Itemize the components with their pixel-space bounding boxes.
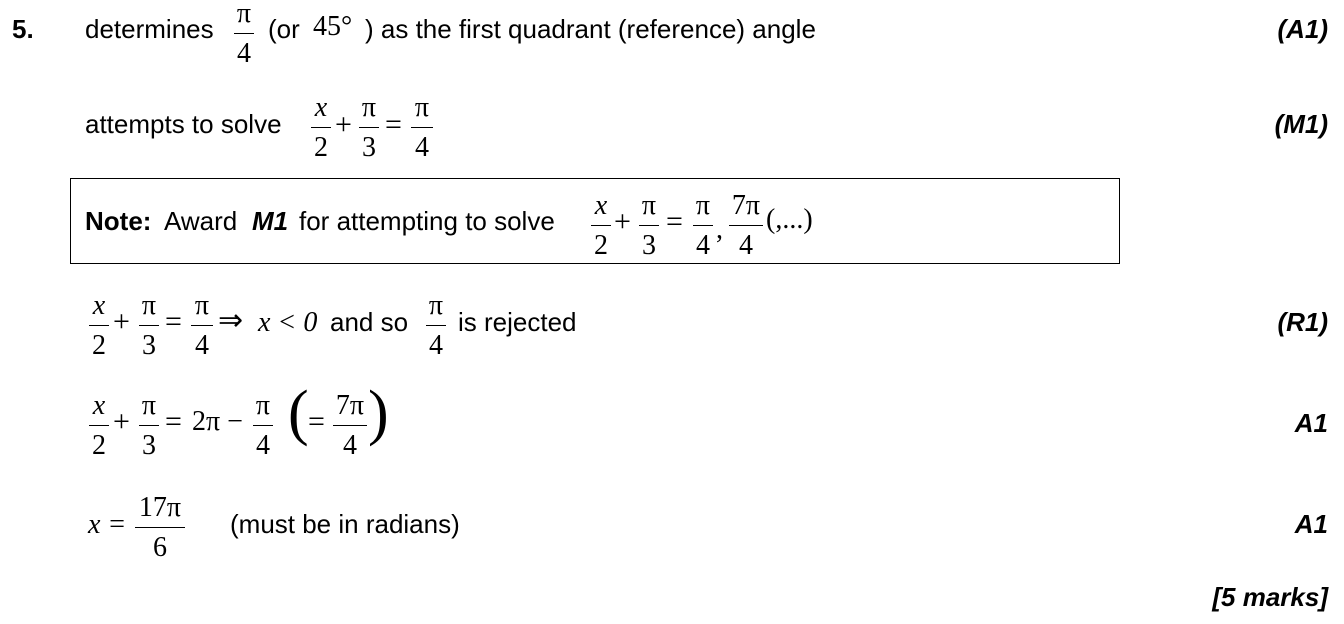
frac-bar (135, 527, 185, 528)
line1-text-or: (or (268, 14, 300, 44)
frac-bar (729, 225, 763, 226)
line5-x-equals: x = (88, 509, 127, 540)
line3-frac-pi-over-4 (190, 292, 214, 360)
frac-num: x (594, 190, 608, 221)
equals-sign: = (666, 205, 683, 238)
note-frac-pi-over-4 (692, 192, 714, 260)
line1-fraction-pi-over-4 (233, 0, 255, 68)
note-text-award: Award (164, 206, 238, 236)
note-tail: (,...) (766, 204, 813, 235)
frac-bar (139, 425, 159, 426)
equals-sign: = (385, 108, 402, 141)
frac-num: x (92, 390, 106, 421)
line3-text-rejected: is rejected (458, 307, 577, 337)
line4-paren-open: ( (288, 379, 309, 447)
line1-text-rest: ) as the first quadrant (reference) angle (365, 14, 816, 44)
plus-sign: + (113, 305, 130, 338)
line5-text-radians: (must be in radians) (230, 509, 460, 539)
line4-frac-7pi-over-4 (332, 392, 368, 460)
line3-inequality: x < 0 (258, 307, 318, 338)
frac-bar (234, 33, 254, 34)
plus-sign: + (614, 205, 631, 238)
note-label: Note: (85, 206, 152, 236)
line2-frac-x-over-2 (310, 94, 332, 162)
frac-num: π (361, 92, 377, 123)
frac-num: π (255, 390, 271, 421)
line1-angle-45: 45° (313, 11, 353, 42)
note-frac-pi-over-3 (638, 192, 660, 260)
line4-frac-pi-over-4 (252, 392, 274, 460)
frac-den: 4 (237, 38, 251, 69)
line4-frac-pi-over-3 (138, 392, 160, 460)
line4-paren-close: ) (368, 379, 389, 447)
mark-a1-line1: (A1) (1277, 14, 1328, 44)
frac-num: π (414, 92, 430, 123)
line3-frac-pi-over-3 (138, 292, 160, 360)
frac-num: 17π (138, 492, 182, 523)
frac-den: 2 (314, 132, 328, 163)
frac-den: 4 (696, 230, 710, 261)
mark-r1-line3: (R1) (1277, 307, 1328, 337)
frac-bar (693, 225, 713, 226)
plus-sign: + (335, 108, 352, 141)
line3-frac-x-over-2 (88, 292, 110, 360)
implies-arrow: ⇒ (218, 304, 244, 337)
frac-bar (89, 325, 109, 326)
note-frac-7pi-over-4 (728, 192, 764, 260)
equals-sign: = (165, 305, 182, 338)
frac-bar (359, 127, 379, 128)
frac-bar (591, 225, 611, 226)
frac-den: 3 (142, 430, 156, 461)
frac-den: 4 (195, 330, 209, 361)
frac-den: 4 (415, 132, 429, 163)
frac-num: π (236, 0, 252, 29)
frac-bar (89, 425, 109, 426)
note-comma: , (716, 214, 723, 245)
total-marks: [5 marks] (1212, 582, 1328, 612)
frac-den: 2 (594, 230, 608, 261)
frac-den: 4 (256, 430, 270, 461)
frac-den: 6 (153, 532, 167, 563)
frac-num: π (194, 290, 210, 321)
frac-bar (253, 425, 273, 426)
mark-m1-line2: (M1) (1274, 109, 1328, 139)
mark-a1-line5: A1 (1294, 509, 1328, 539)
question-number: 5. (12, 14, 34, 44)
frac-den: 2 (92, 330, 106, 361)
note-frac-x-over-2 (590, 192, 612, 260)
frac-num: π (428, 290, 444, 321)
line1-text-determines: determines (85, 14, 214, 44)
frac-den: 3 (642, 230, 656, 261)
note-text-for-attempting: for attempting to solve (299, 206, 555, 236)
line4-frac-x-over-2 (88, 392, 110, 460)
line2-frac-pi-over-3 (358, 94, 380, 162)
line4-two-pi-minus: 2π − (192, 406, 243, 437)
equals-sign: = (308, 405, 325, 438)
frac-bar (333, 425, 367, 426)
plus-sign: + (113, 405, 130, 438)
frac-num: 7π (335, 390, 365, 421)
frac-num: 7π (731, 190, 761, 221)
line3-text-and-so: and so (330, 307, 409, 337)
line5-frac-17pi-over-6 (134, 494, 186, 562)
line3-frac-pi-over-4-rejected (425, 292, 447, 360)
frac-bar (311, 127, 331, 128)
frac-num: π (695, 190, 711, 221)
frac-den: 3 (362, 132, 376, 163)
frac-den: 4 (343, 430, 357, 461)
frac-bar (411, 127, 433, 128)
frac-num: x (314, 92, 328, 123)
frac-den: 4 (739, 230, 753, 261)
frac-num: π (141, 290, 157, 321)
frac-num: π (641, 190, 657, 221)
frac-num: π (141, 390, 157, 421)
line2-text-attempts: attempts to solve (85, 109, 282, 139)
line2-frac-pi-over-4 (410, 94, 434, 162)
frac-bar (426, 325, 446, 326)
frac-bar (139, 325, 159, 326)
frac-bar (639, 225, 659, 226)
note-m1: M1 (252, 206, 289, 236)
frac-den: 3 (142, 330, 156, 361)
frac-den: 4 (429, 330, 443, 361)
mark-a1-line4: A1 (1294, 408, 1328, 438)
frac-bar (191, 325, 213, 326)
frac-den: 2 (92, 430, 106, 461)
frac-num: x (92, 290, 106, 321)
equals-sign: = (165, 405, 182, 438)
